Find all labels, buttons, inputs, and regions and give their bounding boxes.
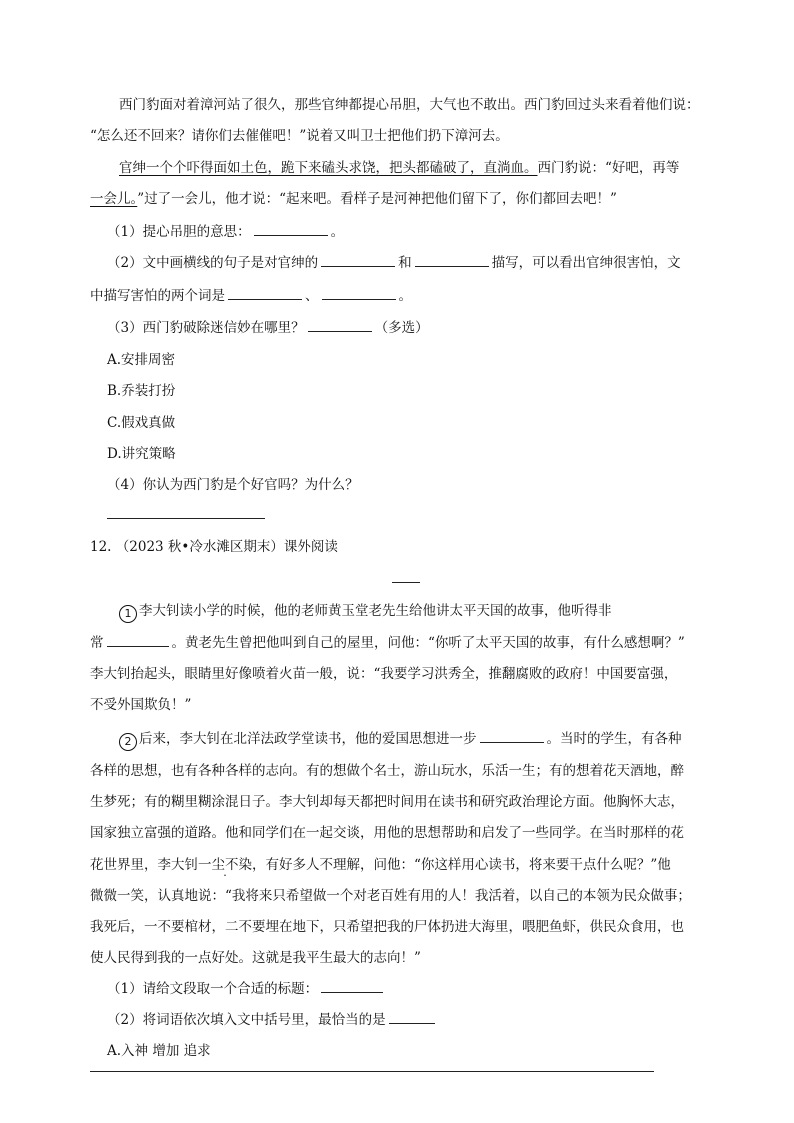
passage2-p2-line-4: 国家独立富强的道路。他和同学们在一起交谈，用他的思想帮助和启发了一些同学。在当时那样的花 (90, 825, 684, 841)
answer-blank[interactable] (107, 633, 169, 647)
dotted-word: 一尘不染 (198, 857, 252, 873)
question-1-4: （4）你认为西门豹是个好官吗？为什么？ (107, 477, 359, 493)
passage2-p1-line-3: 李大钊抬起头，眼睛里好像喷着火苗一般，说：“我要学习洪秀全，推翻腐败的政府！中国要富强， (90, 666, 678, 682)
section-12-header (90, 537, 338, 557)
question-2-1 (107, 979, 386, 999)
punct: 。 (330, 224, 345, 240)
question-note: （多选） (374, 320, 429, 336)
question-2-1-text: （1）请给文段取一个合适的标题： (107, 981, 319, 997)
passage2-p2-line-8: 使人民得到我的一点好处。这就是我平生最大的志向！” (90, 950, 421, 966)
question-1-2-text-b: 描写，可以看出官绅很害怕，文 (491, 255, 681, 271)
underlined-sentence: 官绅一个个吓得面如土色，跪下来磕头求饶，把头都磕破了，直淌血。 (119, 160, 538, 176)
underlined-sentence-end: 一会儿。 (90, 191, 138, 207)
answer-blank[interactable] (254, 222, 328, 236)
answer-blank[interactable] (321, 979, 383, 993)
answer-blank[interactable] (322, 286, 396, 300)
punct: 。 (398, 288, 412, 304)
passage2-p2-line-2: 各样的思想，也有各种各样的志向。有的想做个名士，游山玩水，乐活一生；有的想着花天酒地，醉 (90, 763, 684, 779)
text: 常 (90, 635, 104, 651)
section-number: 12. (90, 539, 112, 555)
passage2-p2-line-3: 生梦死；有的糊里糊涂混日子。李大钊却每天都把时间用在读书和研究政治理论方面。他胸怀大志， (90, 794, 684, 810)
answer-line[interactable] (107, 518, 265, 519)
option-b[interactable]: B.乔装打扮 (107, 383, 176, 399)
passage2-p1-line-4: 不受外国欺负！” (90, 697, 192, 713)
option-c[interactable]: C.假戏真做 (107, 415, 176, 431)
question-1-2-text: （2）文中画横线的句子是对官绅的 (107, 255, 319, 271)
section-source: （2023 秋•冷水滩区期末）课外阅读 (115, 539, 338, 555)
passage1-line-1: 西门豹面对着漳河站了很久，那些官绅都提心吊胆，大气也不敢出。西门豹回过头来看着他们说： (119, 97, 700, 113)
passage2-p1-line-1 (119, 601, 612, 623)
title-blank-line[interactable] (392, 582, 420, 583)
answer-blank[interactable] (321, 253, 395, 267)
answer-blank[interactable] (480, 729, 544, 743)
answer-blank[interactable] (228, 286, 302, 300)
question-2-2 (107, 1010, 438, 1030)
conjunction: 和 (398, 255, 412, 271)
passage2-p1-line-2 (90, 633, 685, 653)
question-1-2 (107, 253, 681, 273)
text: ，有好多人不理解，问他：“你这样用心读书，将来要干点什么呢？”他 (252, 857, 671, 873)
passage1-line-4 (90, 189, 617, 209)
question-1-1-text: （1）提心吊胆的意思： (107, 224, 251, 240)
passage2-p2-line-7: 我死后，一不要棺材，二不要埋在地下，只希望把我的尸体扔进大海里，喂肥鱼虾，供民众食用，也 (90, 919, 684, 935)
text: 。黄老先生曾把他叫到自己的屋里，问他：“你听了太平天国的故事，有什么感想啊？” (171, 635, 685, 651)
passage1-line-2: “怎么还不回来？请你们去催催吧！”说着又叫卫士把他们扔下漳河去。 (90, 128, 509, 144)
question-1-3 (107, 318, 429, 338)
passage2-p2-line-5 (90, 855, 671, 875)
separator: 、 (305, 288, 319, 304)
passage1-line-3-rest: 西门豹说：“好吧，再等 (537, 160, 680, 176)
option-2-a[interactable]: A.入神 增加 追求 (107, 1043, 211, 1059)
question-1-2-text-c: 中描写害怕的两个词是 (90, 288, 225, 304)
text: 后来，李大钊在北洋法政学堂读书，他的爱国思想进一步 (139, 731, 477, 747)
option-d[interactable]: D.讲究策略 (107, 446, 176, 462)
question-1-3-text: （3）西门豹破除迷信妙在哪里？ (107, 320, 305, 336)
question-1-1 (107, 222, 344, 242)
answer-blank[interactable] (389, 1010, 435, 1024)
option-a[interactable]: A.安排周密 (107, 352, 176, 368)
text: 李大钊读小学的时候，他的老师黄玉堂老先生给他讲太平天国的故事，他听得非 (139, 603, 612, 619)
text: 花世界里，李大钊 (90, 857, 198, 873)
passage1-line-4-rest: ”过了一会儿，他才说：“起来吧。看样子是河神把他们留下了，你们都回去吧！” (137, 191, 617, 207)
answer-blank[interactable] (308, 318, 372, 332)
question-1-2-cont (90, 286, 412, 306)
passage1-line-3 (119, 158, 679, 178)
paragraph-number: 1 (119, 605, 137, 623)
answer-blank[interactable] (415, 253, 489, 267)
footer-rule (90, 1071, 654, 1072)
question-2-2-text: （2）将词语依次填入文中括号里，最恰当的是 (107, 1012, 386, 1028)
text: 。当时的学生，有各种 (546, 731, 682, 747)
passage2-p2-line-6: 微微一笑，认真地说：“我将来只希望做一个对老百姓有用的人！我活着，以自己的本领为民众做事； (90, 888, 691, 904)
paragraph-number: 2 (119, 733, 137, 751)
passage2-p2-line-1 (119, 729, 682, 751)
